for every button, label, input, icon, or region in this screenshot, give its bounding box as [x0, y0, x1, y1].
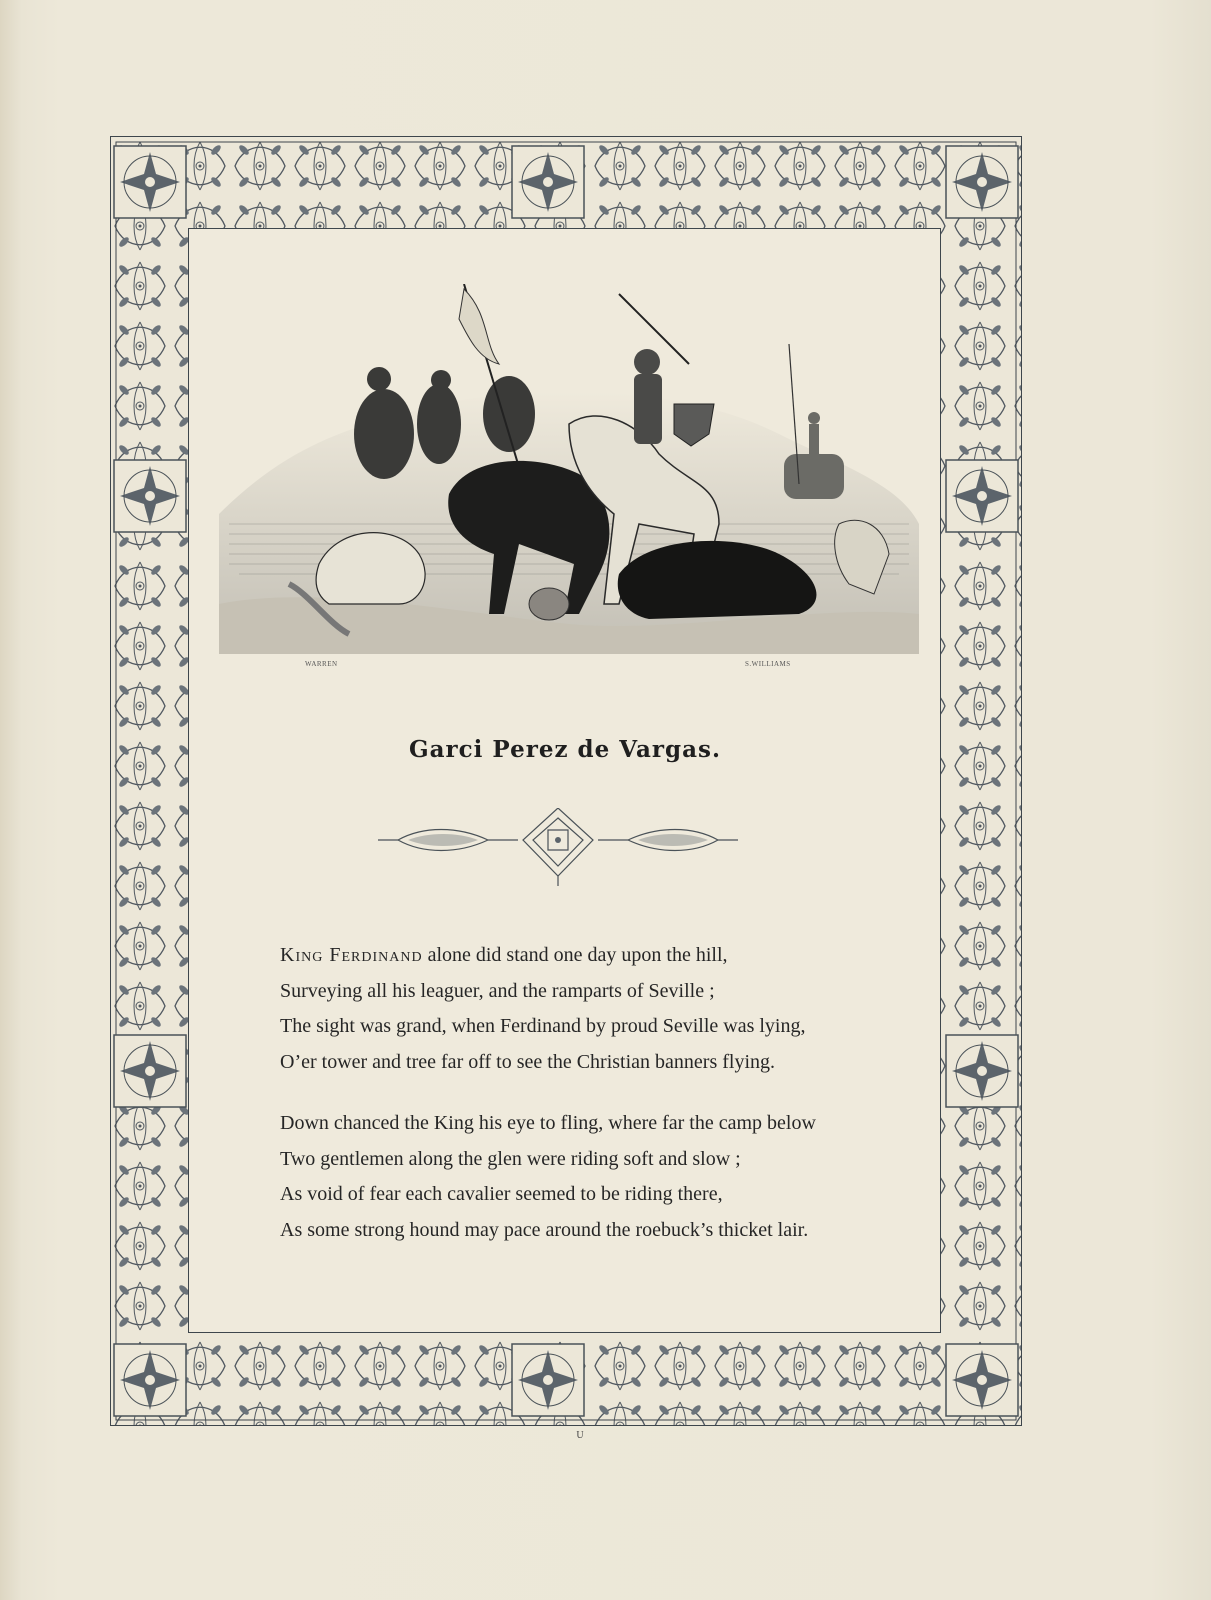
signature-mark: U: [576, 1430, 584, 1441]
stanza-1: [280, 938, 920, 1080]
stanza-1-line-3: The sight was grand, when Ferdinand by proud Seville was lying,: [280, 1015, 806, 1037]
stanza-2-line-4: As some strong hound may pace around the roebuck’s thicket lair.: [280, 1218, 809, 1241]
battle-engraving: [219, 284, 919, 684]
divider-ornament: [378, 808, 738, 888]
engraver-credit-left: WARREN: [305, 660, 338, 668]
stanza-1-line-2: Surveying all his leaguer, and the ramparts of Seville ;: [280, 979, 715, 1002]
stanza-1-line-4: O’er tower and tree far off to see the Christian banners flying.: [280, 1050, 776, 1073]
stanza-2-line-1: Down chanced the King his eye to fling, where far the camp below: [280, 1112, 816, 1134]
stanza-1-line-1: [280, 938, 920, 974]
stanza-1-lead-name: King Ferdinand: [280, 944, 423, 966]
stanza-2-line-2: Two gentlemen along the glen were riding soft and slow ;: [280, 1147, 741, 1170]
stanza-2-line-3: As void of fear each cavalier seemed to be riding there,: [280, 1183, 723, 1205]
battle-engraving-graphic: [219, 284, 919, 684]
stanza-1-line-1-rest: alone did stand one day upon the hill,: [422, 944, 728, 966]
poem-title: Garci Perez de Vargas.: [409, 736, 721, 763]
stanza-2: [280, 1106, 920, 1248]
engraver-credit-right: S.WILLIAMS: [745, 660, 791, 668]
